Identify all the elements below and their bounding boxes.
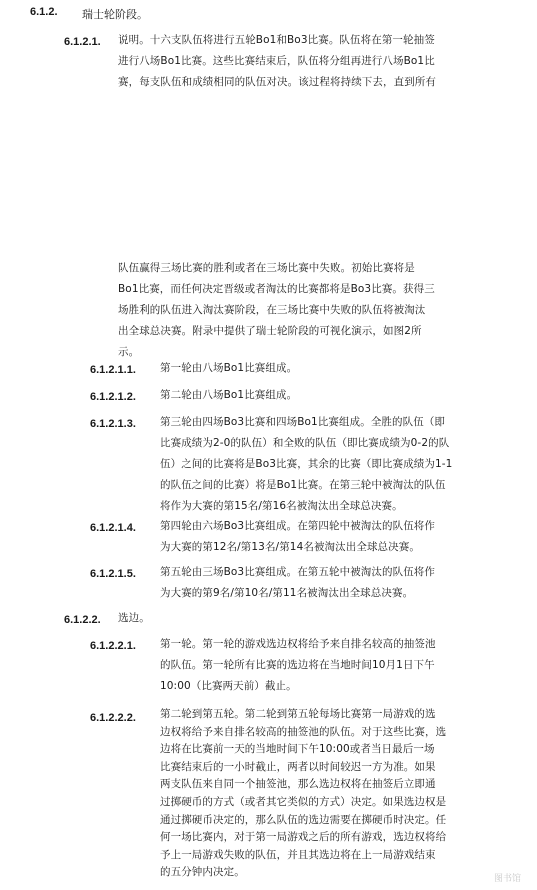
section-number-6-1-2-1: 6.1.2.1. (64, 36, 101, 48)
paragraph-line: 示。 (118, 346, 140, 358)
paragraph-line: 进行八场Bo1比赛。这些比赛结束后，队伍将分组再进行八场Bo1比 (118, 55, 435, 67)
section-number-6-1-2-2-1: 6.1.2.2.1. (90, 640, 136, 652)
paragraph-line: Bo1比赛，而任何决定晋级或者淘汰的比赛都将是Bo3比赛。获得三 (118, 283, 435, 295)
section-body-6-1-2-2-2 (160, 706, 446, 882)
section-body-6-1-2-1-bottom (118, 258, 435, 363)
paragraph-line: 出全球总决赛。附录中提供了瑞士轮阶段的可视化演示，如图2所 (118, 325, 422, 337)
section-body-6-1-2-1-3 (160, 412, 452, 517)
paragraph-line: 的队伍。第一轮所有比赛的选边将在当地时间10月1日下午 (160, 659, 435, 671)
section-body-6-1-2-1-1 (160, 358, 297, 379)
section-number-6-1-2-1-4: 6.1.2.1.4. (90, 522, 136, 534)
paragraph-line: 队伍赢得三场比赛的胜利或者在三场比赛中失败。初始比赛将是 (118, 262, 415, 274)
section-body-6-1-2-1-5 (160, 562, 435, 604)
paragraph-line: 边将在比赛前一天的当地时间下午10:00或者当日最后一场 (160, 743, 435, 756)
paragraph-line: 第一轮由八场Bo1比赛组成。 (160, 362, 298, 374)
paragraph-line: 为大赛的第9名/第10名/第11名被淘汰出全球总决赛。 (160, 587, 414, 599)
section-number-6-1-2-2: 6.1.2.2. (64, 614, 101, 626)
section-title-6-1-2: 瑞士轮阶段。 (82, 8, 148, 21)
paragraph-line: 比赛成绩为2-0的队伍）和全败的队伍（即比赛成绩为0-2的队 (160, 437, 450, 449)
paragraph-line: 的五分钟内决定。 (160, 866, 245, 879)
paragraph-line: 第二轮到第五轮。第二轮到第五轮每场比赛第一局游戏的选 (160, 708, 436, 720)
section-number-6-1-2-1-5: 6.1.2.1.5. (90, 568, 136, 580)
paragraph-line: 边权将给予来自排名较高的抽签池的队伍。对于这些比赛，选 (160, 725, 447, 738)
paragraph-line: 予上一局游戏失败的队伍，并且其选边将在上一局游戏结束 (160, 848, 436, 861)
watermark: 图书馆 (493, 874, 521, 884)
paragraph-line: 为大赛的第12名/第13名/第14名被淘汰出全球总决赛。 (160, 541, 420, 553)
paragraph-line: 的队伍之间的比赛）将是Bo1比赛。在第三轮中被淘汰的队伍 (160, 479, 446, 491)
paragraph-line: 场胜利的队伍进入淘汰赛阶段，在三场比赛中失败的队伍将被淘汰 (118, 304, 426, 316)
section-number-6-1-2-1-2: 6.1.2.1.2. (90, 391, 136, 403)
paragraph-line: 10:00（比赛两天前）截止。 (160, 680, 297, 692)
paragraph-line: 第二轮由八场Bo1比赛组成。 (160, 389, 298, 401)
section-number-6-1-2-2-2: 6.1.2.2.2. (90, 712, 136, 724)
section-body-6-1-2-1-4 (160, 516, 435, 558)
section-body-6-1-2-1-top (118, 30, 436, 93)
section-number-6-1-2-1-3: 6.1.2.1.3. (90, 418, 136, 430)
paragraph-line: 将作为大赛的第15名/第16名被淘汰出全球总决赛。 (160, 500, 403, 512)
paragraph-line: 赛，每支队伍和成绩相同的队伍对决。该过程将持续下去，直到所有 (118, 76, 436, 88)
section-number-6-1-2-1-1: 6.1.2.1.1. (90, 364, 136, 376)
paragraph-line: 第三轮由四场Bo3比赛和四场Bo1比赛组成。全胜的队伍（即 (160, 416, 446, 428)
paragraph-line: 第一轮。第一轮的游戏选边权将给予来自排名较高的抽签池 (160, 638, 436, 650)
paragraph-line: 通过掷硬币决定的，那么队伍的选边需要在掷硬币时决定。任 (160, 813, 447, 826)
paragraph-line: 比赛结束后的一小时截止，两者以时间较迟一方为准。如果 (160, 760, 436, 773)
paragraph-line: 说明。十六支队伍将进行五轮Bo1和Bo3比赛。队伍将在第一轮抽签 (118, 34, 435, 46)
section-number-6-1-2: 6.1.2. (30, 6, 58, 18)
paragraph-line: 第五轮由三场Bo3比赛组成。在第五轮中被淘汰的队伍将作 (160, 566, 436, 578)
paragraph-line: 过掷硬币的方式（或者其它类似的方式）决定。如果选边权是 (160, 795, 447, 808)
paragraph-line: 何一场比赛内，对于第一局游戏之后的所有游戏，选边权将给 (160, 831, 447, 844)
section-title-6-1-2-2 (118, 608, 150, 629)
paragraph-line: 选边。 (118, 612, 150, 624)
section-body-6-1-2-1-2 (160, 385, 297, 406)
paragraph-line: 第四轮由六场Bo3比赛组成。在第四轮中被淘汰的队伍将作 (160, 520, 436, 532)
section-body-6-1-2-2-1 (160, 634, 436, 697)
paragraph-line: 两支队伍来自同一个抽签池，那么选边权将在抽签后立即通 (160, 778, 436, 791)
paragraph-line: 伍）之间的比赛将是Bo3比赛，其余的比赛（即比赛成绩为1-1 (160, 458, 453, 470)
